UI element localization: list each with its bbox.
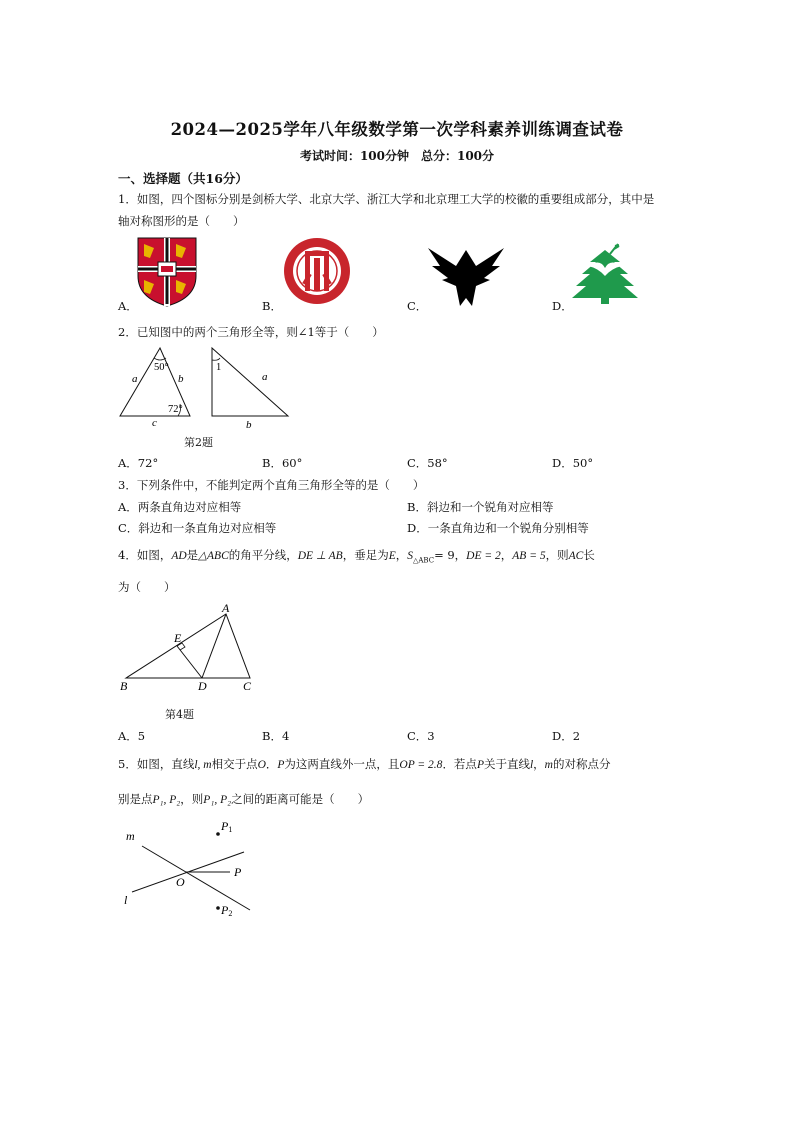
q3-option-c: C．斜边和一条直角边对应相等: [118, 521, 277, 535]
q5-label-m: m: [126, 829, 135, 843]
q5-point-p1: [216, 832, 220, 836]
q4-caption: 第4题: [165, 708, 194, 721]
q5-label-p: P: [234, 865, 242, 879]
exam-info: 考试时间：100分钟 总分：100分: [299, 149, 495, 163]
q4-option-d: D．2: [552, 729, 581, 743]
q2-option-c: C．58°: [407, 456, 448, 470]
q2-option-b: B．60°: [262, 456, 303, 470]
q2-label-a: a: [132, 373, 138, 385]
q4-label-d: D: [198, 679, 207, 693]
q2-label-c: c: [152, 417, 157, 429]
q1-option-d: D．: [552, 299, 573, 313]
peking-logo: [282, 236, 352, 306]
page-title: 2024—2025学年八年级数学第一次学科素养训练调查试卷: [170, 120, 624, 139]
q1-option-a: A．: [118, 299, 138, 313]
q2-label-b: b: [178, 373, 184, 385]
q3-option-b: B．斜边和一个锐角对应相等: [407, 500, 554, 514]
q4-stem-line2: 为（ ）: [118, 580, 176, 594]
q2-label-b2: b: [246, 419, 252, 430]
q5-stem-line2: 别是点P₁, P₂，则P₁, P₂之间的距离可能是（ ）: [118, 792, 370, 806]
q2-angle-72: 72°: [168, 404, 183, 415]
cambridge-logo: [136, 236, 198, 308]
q4-option-c: C．3: [407, 729, 435, 743]
q5-label-o: O: [176, 875, 185, 889]
q1-stem-line2: 轴对称图形的是（ ）: [118, 214, 245, 228]
q2-option-a: A．72°: [118, 456, 159, 470]
q4-option-b: B．4: [262, 729, 290, 743]
bit-logo: [570, 240, 640, 306]
q1-stem-line1: 1．如图，四个图标分别是剑桥大学、北京大学、浙江大学和北京理工大学的校徽的重要组成部分，其中是: [118, 192, 655, 206]
q1-option-c: C．: [407, 299, 428, 313]
q3-stem: 3．下列条件中，不能判定两个直角三角形全等的是（ ）: [118, 478, 425, 492]
q4-option-a: A．5: [118, 729, 146, 743]
q4-figure: [118, 600, 268, 696]
q4-label-e: E: [174, 631, 182, 645]
q4-label-b: B: [120, 679, 128, 693]
q2-stem: 2．已知图中的两个三角形全等，则∠1等于（ ）: [118, 325, 384, 339]
q2-figure: [116, 344, 296, 430]
q5-label-p1: P1: [221, 819, 233, 834]
q2-angle-1: 1: [216, 362, 222, 373]
q2-label-a2: a: [262, 371, 268, 383]
q5-point-p2: [216, 906, 220, 910]
q3-option-a: A．两条直角边对应相等: [118, 500, 242, 514]
q2-angle-50: 50°: [154, 362, 169, 373]
section-heading: 一、选择题（共16分）: [118, 171, 248, 186]
q5-label-p2: P2: [221, 903, 233, 918]
q5-stem-line1: 5．如图，直线l, m相交于点O．P为这两直线外一点，且OP = 2.8．若点P关于直线l，m的对称点分: [118, 757, 611, 771]
q5-figure: [118, 816, 268, 922]
q3-option-d: D．一条直角边和一个锐角分别相等: [407, 521, 589, 535]
q4-stem-line1: 4．如图，AD是△ABC的角平分线，DE ⊥ AB，垂足为E，$S_{\triangle ABC}= 9$，DE = 2，AB = 5，则AC长: [118, 548, 595, 565]
q5-label-l: l: [124, 893, 128, 907]
q1-option-b: B．: [262, 299, 282, 313]
q2-option-d: D．50°: [552, 456, 594, 470]
q2-caption: 第2题: [184, 436, 213, 449]
zhejiang-logo: [428, 246, 504, 308]
q4-label-c: C: [243, 679, 252, 693]
q4-label-a: A: [222, 601, 230, 615]
